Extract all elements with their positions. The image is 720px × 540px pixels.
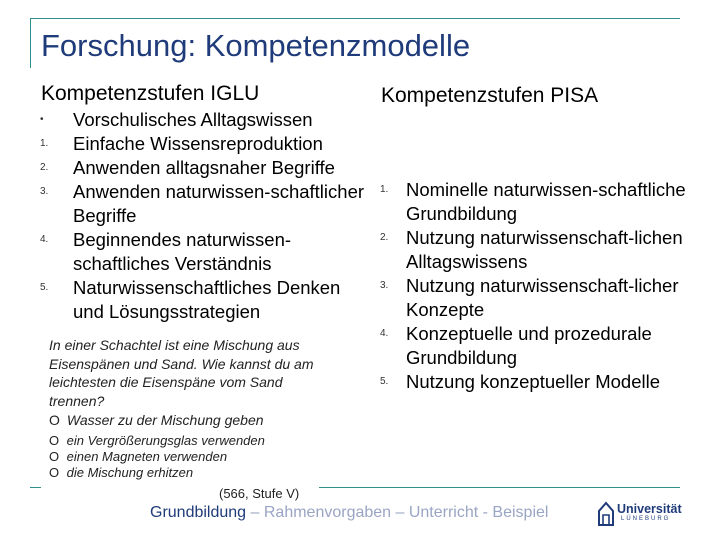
list-item-text: Naturwissenschaftliches Denken und Lösungsstrategien (73, 277, 341, 322)
list-item-text: Anwenden naturwissen-schaftlicher Begriffe (73, 181, 365, 226)
list-marker: 1. (380, 184, 389, 195)
answer-option-text: einen Magneten verwenden (66, 449, 228, 464)
radio-circle-icon: O (49, 412, 60, 428)
radio-circle-icon: O (49, 449, 60, 464)
list-item-text: Nutzung naturwissenschaft-licher Konzepte (406, 275, 679, 320)
answer-option (49, 412, 264, 428)
example-task-box (41, 330, 319, 500)
list-marker: 4. (40, 234, 49, 245)
list-item (380, 274, 696, 322)
list-item-text: Nutzung naturwissenschaft-lichen Alltagswissens (406, 227, 683, 272)
list-item-text: Nutzung konzeptueller Modelle (406, 371, 661, 392)
list-item (380, 226, 696, 274)
university-logo (597, 500, 687, 528)
logo-city: LÜNEBURG (621, 516, 671, 522)
list-item (380, 178, 696, 226)
answer-option-text: ein Vergrößerungsglas verwenden (66, 433, 265, 448)
list-item (40, 156, 373, 180)
answer-option-text: Wasser zu der Mischung geben (66, 412, 264, 428)
list-item-text: Einfache Wissensreproduktion (73, 133, 323, 154)
list-marker: • (40, 114, 44, 125)
list-item (40, 276, 373, 324)
radio-circle-icon: O (49, 433, 60, 448)
list-marker: 5. (40, 282, 49, 293)
logo-name: Universität (617, 502, 682, 516)
list-marker: 5. (380, 376, 389, 387)
list-marker: 2. (40, 162, 49, 173)
iglu-levels-list (40, 108, 373, 324)
footer-breadcrumb (150, 504, 548, 522)
list-marker: 4. (380, 328, 389, 339)
answer-option (49, 465, 193, 480)
answer-option (49, 449, 227, 464)
list-marker: 3. (40, 186, 49, 197)
answer-option (49, 433, 265, 448)
list-item-text: Konzeptuelle und prozedurale Grundbildung (406, 323, 652, 368)
pisa-heading: Kompetenzstufen PISA (381, 84, 599, 107)
slide-title: Forschung: Kompetenzmodelle (41, 28, 471, 63)
list-item (380, 370, 696, 394)
list-item (40, 180, 373, 228)
logo-mark-icon (597, 501, 615, 527)
iglu-heading: Kompetenzstufen IGLU (41, 82, 260, 105)
left-frame-line (30, 18, 31, 68)
example-question: In einer Schachtel ist eine Mischung aus Eisenspänen und Sand. Wie kannst du am leichtesten die Eisenspäne vom Sand trennen? (49, 337, 314, 409)
top-frame-line (30, 18, 680, 19)
list-item-text: Vorschulisches Alltagswissen (73, 109, 313, 130)
list-item-text: Anwenden alltagsnaher Begriffe (73, 157, 335, 178)
footer-rest: – Rahmenvorgaben – Unterricht - Beispiel (246, 504, 549, 521)
example-reference: (566, Stufe V) (219, 486, 300, 501)
list-marker: 2. (380, 232, 389, 243)
pisa-levels-list (380, 178, 696, 394)
list-marker: 1. (40, 138, 49, 149)
list-item (40, 132, 373, 156)
list-item (40, 228, 373, 276)
list-item-text: Nominelle naturwissen-schaftliche Grundbildung (406, 179, 686, 224)
list-item-text: Beginnendes naturwissen-schaftliches Verständnis (73, 229, 292, 274)
list-item (40, 108, 373, 132)
radio-circle-icon: O (49, 465, 60, 480)
answer-option-text: die Mischung erhitzen (66, 465, 194, 480)
list-marker: 3. (380, 280, 389, 291)
footer-highlight: Grundbildung (150, 504, 247, 521)
list-item (380, 322, 696, 370)
